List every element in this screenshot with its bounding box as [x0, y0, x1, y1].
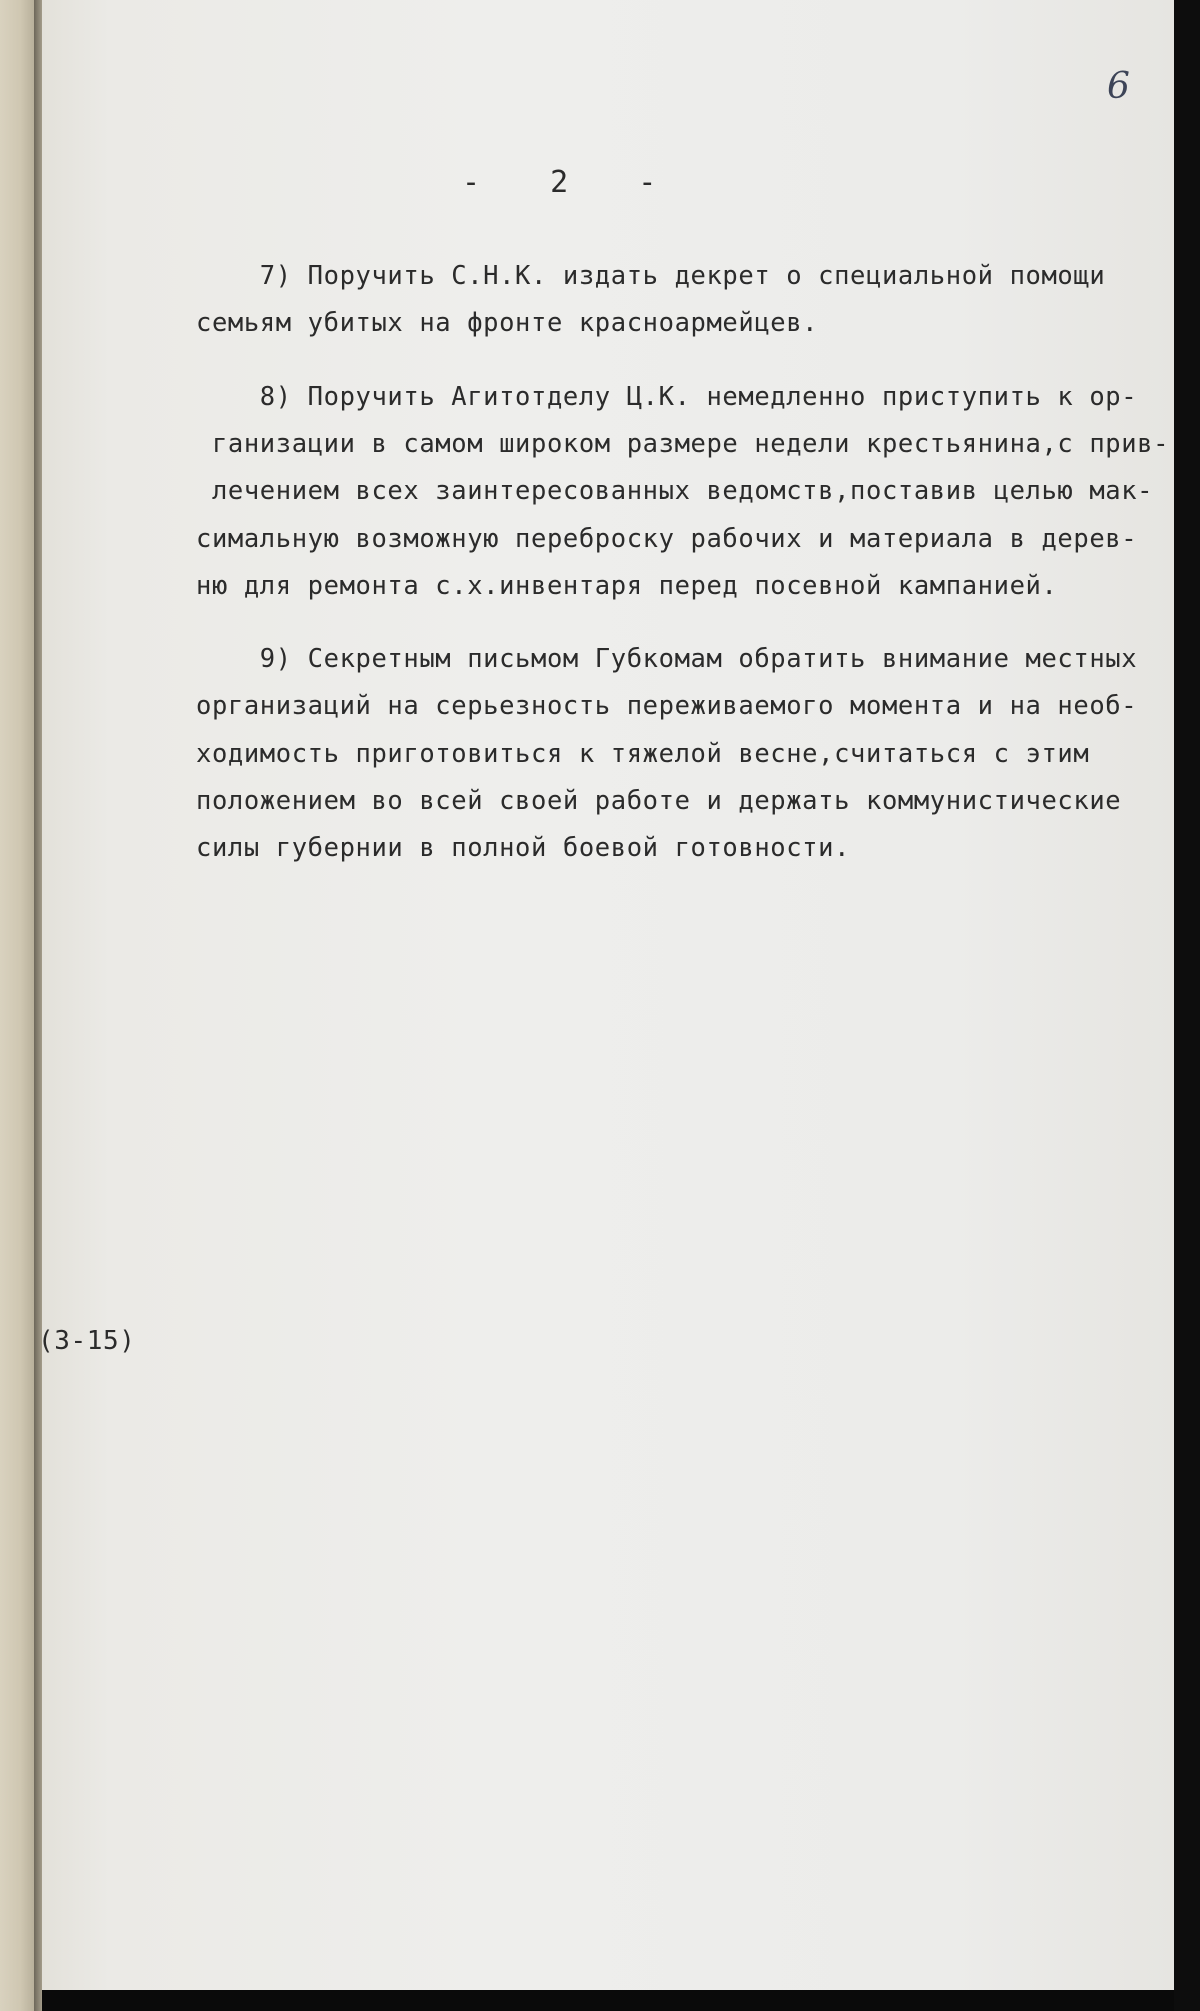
paragraph-9-line-5: силы губернии в полной боевой готовности. — [196, 833, 851, 863]
binding-edge — [0, 0, 34, 2011]
paper-sheet — [42, 0, 1174, 1990]
paragraph-8-line-1: 8) Поручить Агитотделу Ц.К. немедленно приступить к ор- — [196, 382, 1138, 412]
document-code: (3-15) — [38, 1326, 136, 1356]
archive-folio-number: 6 — [1107, 66, 1130, 107]
binding-shadow — [34, 0, 42, 2011]
paragraph-8-line-3: лечением всех заинтересованных ведомств,поставив целью мак- — [196, 476, 1154, 506]
paragraph-8-line-4: симальную возможную переброску рабочих и материала в дерев- — [196, 524, 1138, 554]
scan-border — [1174, 0, 1200, 2011]
paragraph-9-line-3: ходимость приготовиться к тяжелой весне,считаться с этим — [196, 739, 1090, 769]
paragraph-9-line-1: 9) Секретным письмом Губкомам обратить внимание местных — [196, 644, 1138, 674]
paragraph-9-line-4: положением во всей своей работе и держать коммунистические — [196, 786, 1122, 816]
paragraph-8-line-2: ганизации в самом широком размере недели крестьянина,с прив- — [196, 429, 1170, 459]
paragraph-8-line-5: ню для ремонта с.х.инвентаря перед посевной кампанией. — [196, 571, 1058, 601]
paragraph-9-line-2: организаций на серьезность переживаемого момента и на необ- — [196, 691, 1138, 721]
paragraph-7-line-2: семьям убитых на фронте красноармейцев. — [196, 308, 819, 338]
page-number: - 2 - — [462, 165, 683, 200]
paragraph-7-line-1: 7) Поручить С.Н.К. издать декрет о специальной помощи — [196, 261, 1106, 291]
